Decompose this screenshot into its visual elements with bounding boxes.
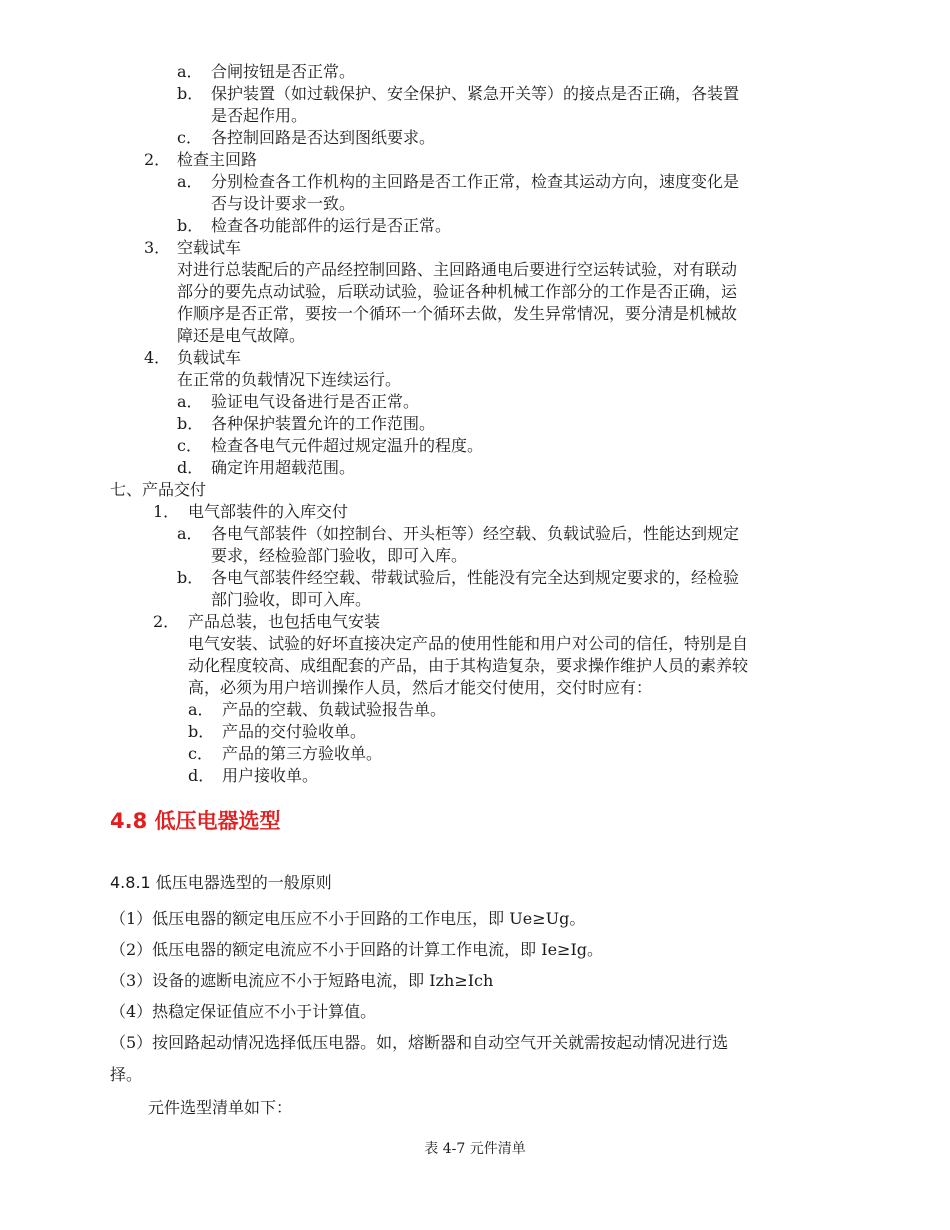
list-text: 部门验收，即可入库。 <box>211 590 372 609</box>
list-marker: b． <box>177 84 204 103</box>
list-line <box>188 633 748 655</box>
principle-3: （3）设备的遮断电流应不小于短路电流，即 Izh≥Ich <box>110 971 494 990</box>
table-caption: 表 4-7 元件清单 <box>424 1141 526 1157</box>
section-text: 七、产品交付 <box>110 480 207 499</box>
list-text: 在正常的负载情况下连续运行。 <box>177 370 402 389</box>
list-text: 是否起作用。 <box>211 106 308 125</box>
list-line <box>177 215 451 237</box>
list-line <box>188 677 652 699</box>
principle-2: （2）低压电器的额定电流应不小于回路的计算工作电流，即 Ie≥Ig。 <box>110 940 604 959</box>
principle-5: （5）按回路起动情况选择低压电器。如，熔断器和自动空气开关就需按起动情况进行选 <box>110 1033 729 1052</box>
list-line <box>177 523 739 545</box>
principle-1: （1）低压电器的额定电压应不小于回路的工作电压，即 Ue≥Ug。 <box>110 909 586 928</box>
list-marker: a． <box>177 392 203 411</box>
list-line <box>177 435 483 457</box>
list-line <box>177 567 739 589</box>
list-text: 各电气部装件（如控制台、开头柜等）经空载、负载试验后，性能达到规定 <box>211 524 740 543</box>
list-marker: 2． <box>153 612 180 631</box>
chapter-heading: 4.8 低压电器选型 <box>110 809 281 833</box>
list-line <box>177 61 355 83</box>
list-marker: a． <box>177 524 203 543</box>
list-line <box>177 325 305 347</box>
list-line <box>188 765 318 787</box>
list-marker: a． <box>177 172 203 191</box>
list-line <box>188 721 366 743</box>
list-text: 电气部装件的入库交付 <box>188 502 349 521</box>
list-text: 分别检查各工作机构的主回路是否工作正常，检查其运动方向，速度变化是 <box>211 172 740 191</box>
list-line <box>144 237 241 259</box>
list-marker: a． <box>177 62 203 81</box>
list-marker: b． <box>177 216 204 235</box>
list-line <box>144 149 257 171</box>
list-marker: c． <box>188 744 213 763</box>
list-text: 电气安装、试验的好坏直接决定产品的使用性能和用户对公司的信任，特别是自 <box>188 634 749 653</box>
list-text: 产品的交付验收单。 <box>222 722 367 741</box>
list-line <box>153 501 348 523</box>
list-marker: a． <box>188 700 214 719</box>
list-line <box>177 391 419 413</box>
list-text: 产品的第三方验收单。 <box>222 744 383 763</box>
list-text: 用户接收单。 <box>222 766 319 785</box>
list-line <box>211 545 467 567</box>
list-text: 检查各电气元件超过规定温升的程度。 <box>211 436 484 455</box>
list-text: 验证电气设备进行是否正常。 <box>211 392 420 411</box>
list-text: 动化程度较高、成组配套的产品，由于其构造复杂，要求操作维护人员的素养较 <box>188 656 749 675</box>
list-line <box>177 413 435 435</box>
list-line <box>177 457 355 479</box>
list-line <box>177 127 435 149</box>
principle-4: （4）热稳定保证值应不小于计算值。 <box>110 1002 377 1021</box>
list-line <box>177 281 737 303</box>
list-line <box>177 259 737 281</box>
list-text: 作顺序是否正常，要按一个循环一个循环去做，发生异常情况，要分清是机械故 <box>177 304 738 323</box>
list-marker: b． <box>188 722 215 741</box>
list-marker: 3． <box>144 238 171 257</box>
principle-5-cont: 择。 <box>110 1065 143 1084</box>
list-marker: d． <box>177 458 204 477</box>
list-marker: 4． <box>144 348 171 367</box>
list-line <box>153 611 380 633</box>
table-intro: 元件选型清单如下： <box>148 1098 293 1117</box>
list-line <box>177 369 401 391</box>
list-line <box>188 655 748 677</box>
list-text: 高，必须为用户培训操作人员，然后才能交付使用，交付时应有： <box>188 678 653 697</box>
list-text: 空载试车 <box>177 238 242 257</box>
list-text: 各控制回路是否达到图纸要求。 <box>211 128 436 147</box>
list-line <box>177 171 739 193</box>
list-text: 部分的要先点动试验，后联动试验，验证各种机械工作部分的工作是否正确，运 <box>177 282 738 301</box>
list-line <box>177 83 739 105</box>
list-text: 合闸按钮是否正常。 <box>211 62 356 81</box>
list-text: 保护装置（如过载保护、安全保护、紧急开关等）的接点是否正确，各装置 <box>211 84 740 103</box>
list-text: 检查主回路 <box>177 150 258 169</box>
subsection-heading: 4.8.1 低压电器选型的一般原则 <box>110 873 332 892</box>
list-text: 要求，经检验部门验收，即可入库。 <box>211 546 468 565</box>
list-marker: c． <box>177 128 202 147</box>
list-line <box>188 699 446 721</box>
list-text: 产品总装，也包括电气安装 <box>188 612 381 631</box>
list-text: 障还是电气故障。 <box>177 326 306 345</box>
list-line <box>177 303 737 325</box>
list-text: 各电气部装件经空载、带载试验后，性能没有完全达到规定要求的，经检验 <box>211 568 740 587</box>
list-marker: b． <box>177 414 204 433</box>
list-marker: b． <box>177 568 204 587</box>
list-text: 负载试车 <box>177 348 242 367</box>
list-line <box>144 347 241 369</box>
section-heading <box>110 479 206 501</box>
list-marker: 2． <box>144 150 171 169</box>
list-marker: d． <box>188 766 215 785</box>
list-line <box>188 743 382 765</box>
list-marker: 1． <box>153 502 180 521</box>
list-text: 对进行总装配后的产品经控制回路、主回路通电后要进行空运转试验，对有联动 <box>177 260 738 279</box>
list-line <box>211 589 371 611</box>
list-text: 否与设计要求一致。 <box>211 194 356 213</box>
list-text: 产品的空载、负载试验报告单。 <box>222 700 447 719</box>
list-marker: c． <box>177 436 202 455</box>
list-line <box>211 105 307 127</box>
list-line <box>211 193 355 215</box>
list-text: 各种保护装置允许的工作范围。 <box>211 414 436 433</box>
list-text: 检查各功能部件的运行是否正常。 <box>211 216 452 235</box>
list-text: 确定许用超载范围。 <box>211 458 356 477</box>
